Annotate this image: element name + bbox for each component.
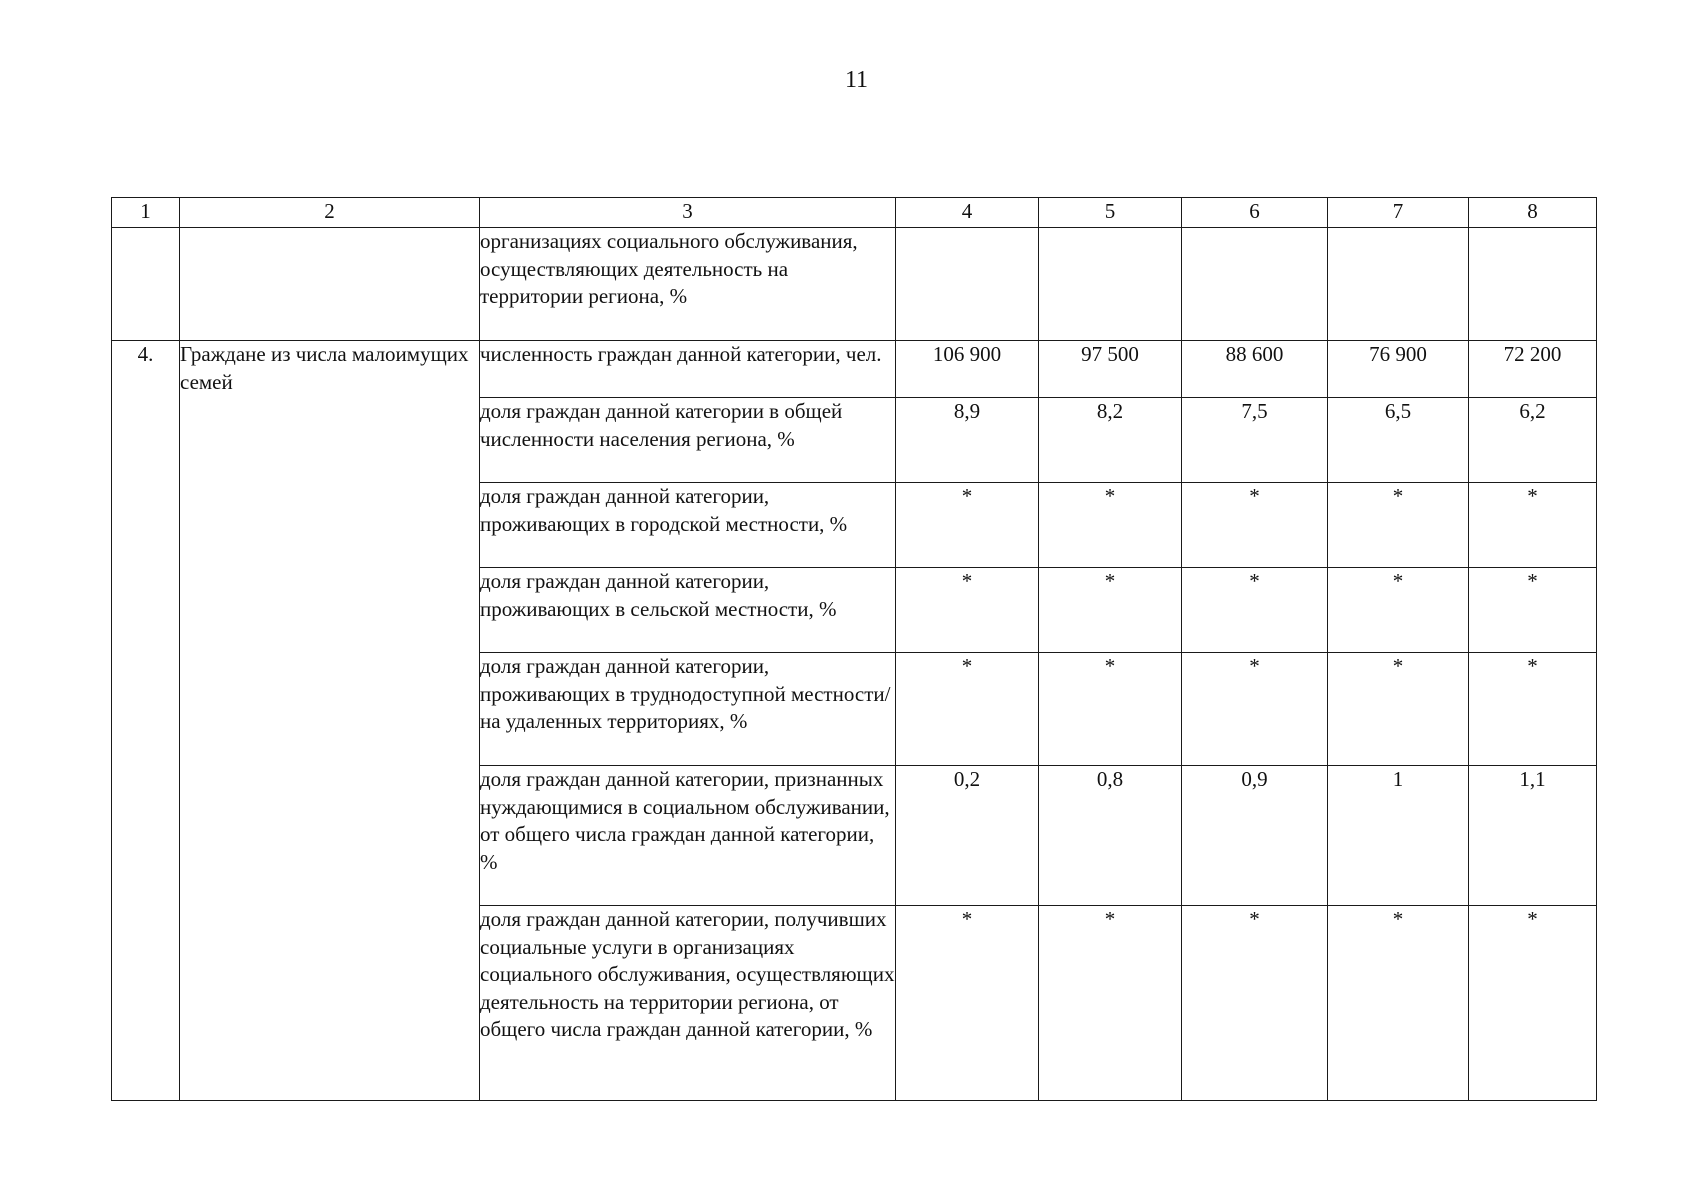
column-number-row [112,198,1597,228]
value-cell: 88 600 [1182,341,1328,398]
indicator-cell: доля граждан данной категории, проживающих в труднодоступной местности/ на удаленных территориях, % [480,653,896,766]
value-cell [896,228,1039,341]
value-cell: * [1469,483,1597,568]
value-cell [1328,228,1469,341]
value-cell: 1,1 [1469,766,1597,906]
indicator-cell: доля граждан данной категории, признанных нуждающимися в социальном обслуживании, от общего числа граждан данной категории, % [480,766,896,906]
value-cell: * [1328,906,1469,1101]
value-cell: 76 900 [1328,341,1469,398]
value-cell: * [1182,568,1328,653]
indicator-cell: организациях социального обслуживания, осуществляющих деятельность на территории региона, % [480,228,896,341]
indicator-cell: доля граждан данной категории, проживающих в сельской местности, % [480,568,896,653]
value-cell: 8,2 [1039,398,1182,483]
value-cell: 0,9 [1182,766,1328,906]
value-cell: 0,2 [896,766,1039,906]
value-cell: * [1182,906,1328,1101]
value-cell: 0,8 [1039,766,1182,906]
column-number: 2 [180,198,480,228]
value-cell: * [1039,653,1182,766]
value-cell: 6,5 [1328,398,1469,483]
value-cell [1469,228,1597,341]
value-cell: * [1469,568,1597,653]
column-number: 1 [112,198,180,228]
value-cell: * [896,568,1039,653]
page-number: 11 [844,67,869,93]
column-number: 4 [896,198,1039,228]
value-cell [1039,228,1182,341]
value-cell: * [1469,906,1597,1101]
value-cell: * [1039,483,1182,568]
value-cell: 106 900 [896,341,1039,398]
value-cell: * [1328,568,1469,653]
value-cell: 7,5 [1182,398,1328,483]
category-cell [180,228,480,341]
value-cell: 97 500 [1039,341,1182,398]
value-cell [1182,228,1328,341]
value-cell: * [1328,653,1469,766]
value-cell: 6,2 [1469,398,1597,483]
value-cell: * [896,653,1039,766]
column-number: 3 [480,198,896,228]
value-cell: 1 [1328,766,1469,906]
indicators-table [111,197,1597,1101]
continuation-row [112,228,1597,341]
value-cell: * [896,483,1039,568]
column-number: 8 [1469,198,1597,228]
value-cell: * [896,906,1039,1101]
column-number: 7 [1328,198,1469,228]
table-row [112,341,1597,398]
value-cell: * [1039,906,1182,1101]
value-cell: * [1328,483,1469,568]
indicator-cell: доля граждан данной категории, получивших социальные услуги в организациях социального обслуживания, осуществляющих деятельность на территории региона, от общего числа граждан данной категории, % [480,906,896,1101]
indicator-cell: доля граждан данной категории, проживающих в городской местности, % [480,483,896,568]
value-cell: * [1039,568,1182,653]
value-cell: 8,9 [896,398,1039,483]
indicator-cell: численность граждан данной категории, чел. [480,341,896,398]
column-number: 5 [1039,198,1182,228]
value-cell: * [1182,483,1328,568]
value-cell: * [1182,653,1328,766]
row-number-cell [112,228,180,341]
row-number-cell: 4. [112,341,180,1101]
value-cell: 72 200 [1469,341,1597,398]
column-number: 6 [1182,198,1328,228]
category-cell: Граждане из числа малоимущих семей [180,341,480,1101]
value-cell: * [1469,653,1597,766]
indicator-cell: доля граждан данной категории в общей численности населения региона, % [480,398,896,483]
